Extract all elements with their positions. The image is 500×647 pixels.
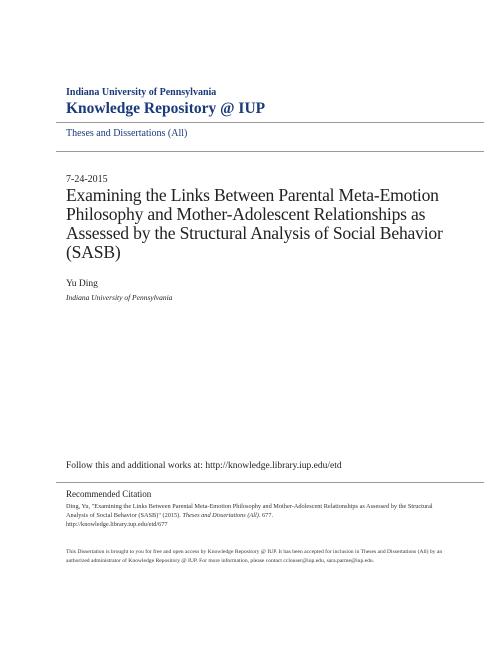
follow-link[interactable]: http://knowledge.library.iup.edu/etd [205,461,342,471]
citation-text [66,502,446,529]
notice-end: . [372,558,375,564]
citation-number: . 677. [258,512,274,519]
citation-heading: Recommended Citation [66,489,152,499]
citation-series: Theses and Dissertations (All) [182,512,259,519]
follow-line [66,461,342,471]
contact-email-1[interactable]: cclouser@iup.edu [283,558,324,564]
contact-email-2[interactable]: sara.parme@iup.edu [326,558,373,564]
repository-name[interactable]: Knowledge Repository @ IUP [66,100,266,117]
author-name[interactable]: Yu Ding [66,279,98,289]
collection-link-text[interactable]: Theses and Dissertations (All) [66,128,188,139]
top-divider [56,122,484,123]
citation-link[interactable]: http://knowledge.library.iup.edu/etd/677 [66,521,168,528]
publication-date: 7-24-2015 [66,174,108,185]
citation-divider [56,482,484,483]
notice-separator: , [323,558,327,564]
collection-link[interactable] [66,128,187,139]
author-affiliation: Indiana University of Pennsylvania [66,293,173,302]
repository-header [66,87,486,118]
institution-name: Indiana University of Pennsylvania [66,87,217,98]
citation-body: Ding, Yu, "Examining the Links Between Parental Meta-Emotion Philosophy and Mother-Adolescent Relationships as Assessed by the Structural Analysis of Social Behavior (SASB)" (2015). [66,503,433,519]
collection-divider [56,151,484,152]
follow-text: Follow this and additional works at: [66,461,206,471]
document-title: Examining the Links Between Parental Meta-Emotion Philosophy and Mother-Adolescent Relationships as Assessed by the Structural Analysis of Social Behavior (SASB) [66,185,443,262]
notice-text: This Dissertation is brought to you for free and open access by Knowledge Repository @ IUP. It has been accepted for inclusion in Theses and Dissertations (All) by an authorized administrator of Knowledge Repository @ IUP. For more information, please contact [66,549,443,564]
access-notice [66,548,456,566]
